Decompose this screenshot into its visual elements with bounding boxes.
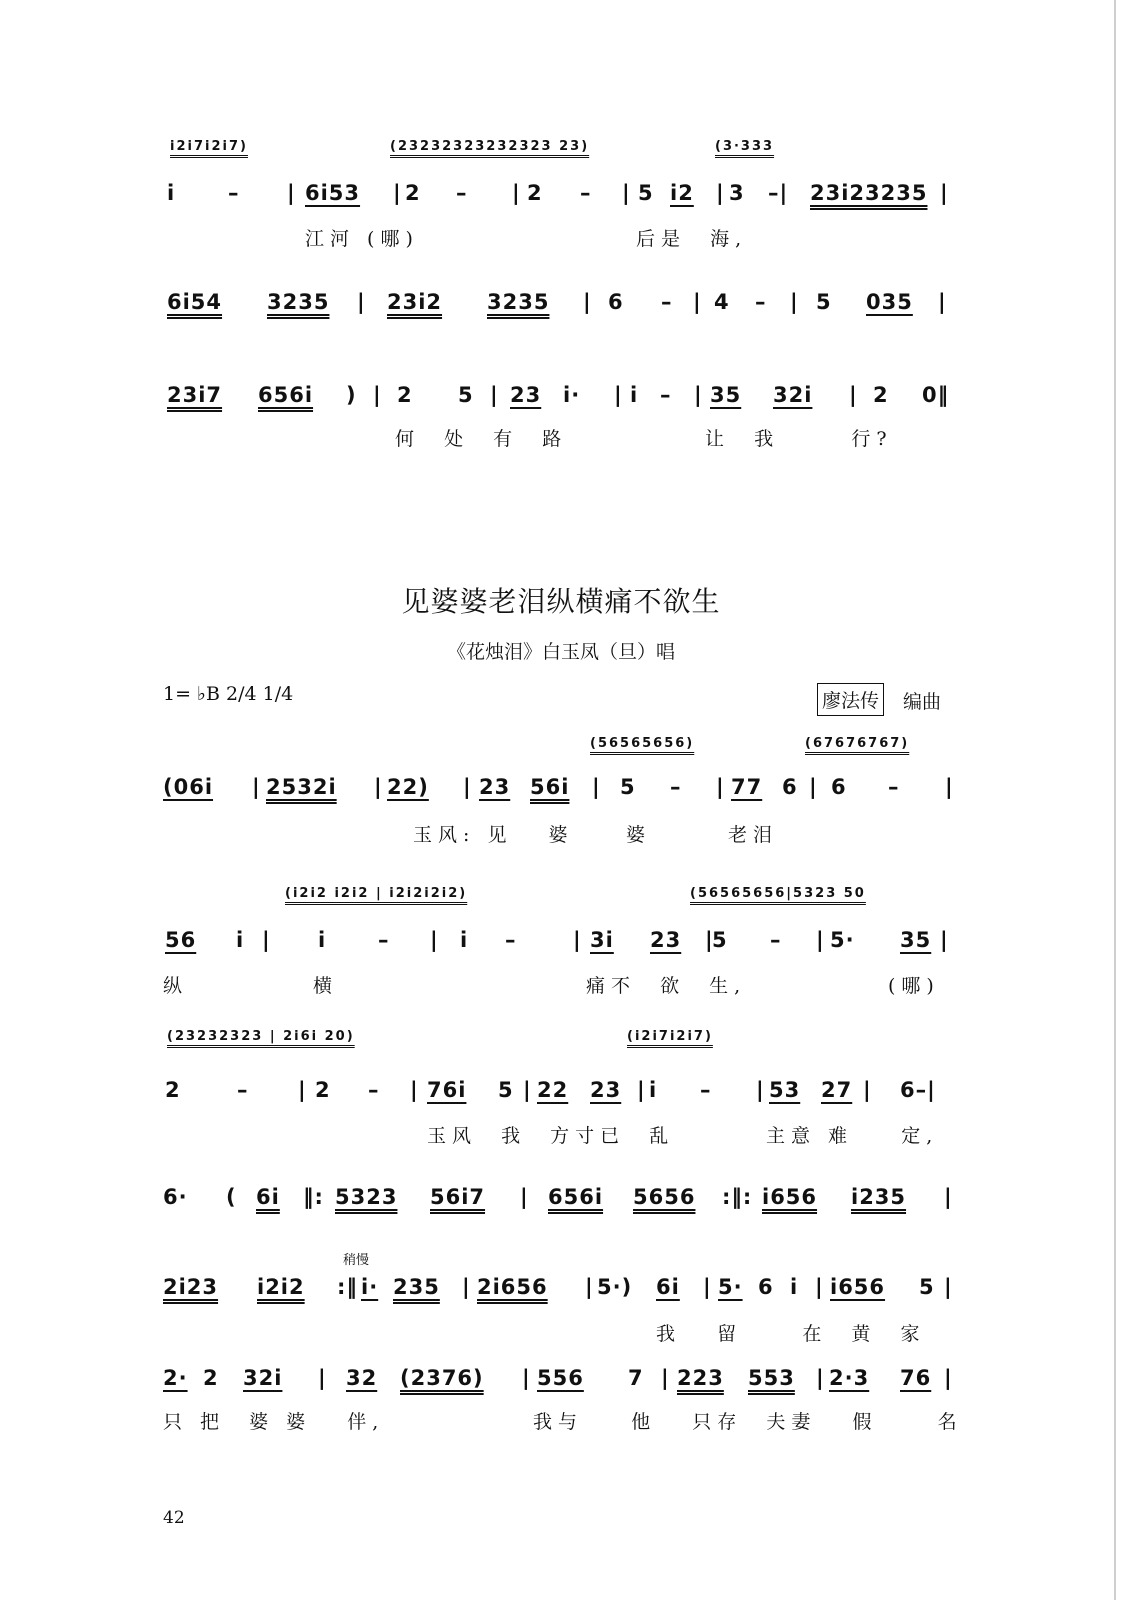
notation-group: i: [236, 928, 245, 952]
notation-group: –|: [768, 181, 789, 205]
lyric-text: (哪): [888, 975, 940, 997]
notation-group: 2: [203, 1366, 219, 1390]
notation-group: 27: [821, 1078, 853, 1102]
accompaniment-figure: (3·333: [715, 139, 775, 154]
notation-group: 6i: [656, 1275, 680, 1299]
notation-group: 53: [769, 1078, 801, 1102]
lyric-text: 婆: [626, 824, 652, 846]
notation-group: 3i: [590, 928, 614, 952]
notation-group: 035: [866, 290, 913, 314]
notation-group: |: [252, 775, 261, 799]
accompaniment-figure: (56565656): [590, 736, 695, 751]
notation-group: |: [592, 775, 601, 799]
notation-group: 32i: [243, 1366, 283, 1390]
notation-group: 23i7: [167, 383, 223, 407]
notation-group: 6i53: [305, 181, 361, 205]
accompaniment-figure: (67676767): [805, 736, 910, 751]
notation-group: –: [670, 775, 682, 799]
notation-group: 23: [590, 1078, 622, 1102]
notation-group: –: [755, 290, 767, 314]
lyric-text: 玉风 我 方寸已 乱: [427, 1125, 675, 1147]
notation-group: 556: [537, 1366, 584, 1390]
key-signature: 1= ♭B 2/4 1/4: [163, 683, 294, 705]
notation-group: |: [816, 928, 825, 952]
notation-group: 35: [710, 383, 742, 407]
notation-group: –: [661, 290, 673, 314]
notation-group: |: [614, 383, 623, 407]
notation-group: |: [944, 1275, 953, 1299]
notation-group: |: [523, 1078, 532, 1102]
lyric-text: 老泪: [728, 824, 779, 846]
song-subtitle: 《花烛泪》白玉凤（旦）唱: [446, 641, 675, 663]
notation-group: |: [863, 1078, 872, 1102]
notation-group: 22): [387, 775, 429, 799]
notation-group: 3235: [487, 290, 550, 314]
notation-group: 5: [638, 181, 654, 205]
notation-group: 0‖: [922, 383, 950, 407]
notation-group: –: [770, 928, 782, 952]
notation-group: 2·3: [829, 1366, 870, 1390]
lyric-text: 江河 (哪): [305, 228, 419, 250]
notation-group: |: [374, 775, 383, 799]
notation-group: |: [298, 1078, 307, 1102]
lyric-text: 让 我 行?: [705, 428, 893, 450]
notation-group: –: [888, 775, 900, 799]
notation-group: 6–|: [900, 1078, 936, 1102]
notation-group: 5: [498, 1078, 514, 1102]
notation-group: 3235: [267, 290, 330, 314]
notation-group: 6: [831, 775, 847, 799]
notation-group: :‖:: [722, 1185, 753, 1209]
lyric-text: 只 把 婆 婆 伴,: [163, 1411, 385, 1433]
notation-group: |: [944, 1366, 953, 1390]
notation-group: 76: [900, 1366, 932, 1390]
accompaniment-figure: (23232323232323 23): [390, 139, 590, 154]
notation-group: 5·): [597, 1275, 633, 1299]
lyric-text: 后是 海,: [636, 228, 748, 250]
notation-group: |: [756, 1078, 765, 1102]
notation-group: 235: [393, 1275, 440, 1299]
lyric-text: 纵: [163, 975, 189, 997]
notation-group: 223: [677, 1366, 724, 1390]
notation-group: 5: [712, 928, 728, 952]
lyric-text: 玉风: 见 婆: [413, 824, 574, 846]
accompaniment-figure: i2i7i2i7): [170, 139, 248, 154]
notation-group: (06i: [163, 775, 214, 799]
notation-group: i: [649, 1078, 658, 1102]
notation-group: 656i: [258, 383, 314, 407]
notation-group: |: [938, 290, 947, 314]
notation-group: |: [705, 928, 714, 952]
notation-group: 23: [650, 928, 682, 952]
notation-group: –: [580, 181, 592, 205]
notation-group: 76i: [427, 1078, 467, 1102]
notation-group: 23i2: [387, 290, 443, 314]
notation-group: i235: [851, 1185, 907, 1209]
notation-group: 5323: [335, 1185, 398, 1209]
notation-group: 23: [479, 775, 511, 799]
notation-group: ): [346, 383, 357, 407]
notation-group: 2532i: [266, 775, 337, 799]
notation-group: 6: [758, 1275, 774, 1299]
notation-group: i2: [670, 181, 694, 205]
notation-group: i: [790, 1275, 799, 1299]
notation-group: i·: [361, 1275, 379, 1299]
notation-group: |: [790, 290, 799, 314]
notation-group: |: [262, 928, 271, 952]
composer-role: 编曲: [903, 691, 942, 713]
notation-group: 23i23235: [810, 181, 928, 205]
notation-group: |: [287, 181, 296, 205]
notation-group: |: [816, 1366, 825, 1390]
lyric-text: 横: [313, 975, 339, 997]
tempo-mark: 稍慢: [343, 1253, 370, 1268]
notation-group: –: [456, 181, 468, 205]
notation-group: |: [583, 290, 592, 314]
page-edge: [1114, 0, 1116, 1600]
notation-group: 5: [919, 1275, 935, 1299]
notation-group: 4: [714, 290, 730, 314]
notation-group: –: [228, 181, 240, 205]
notation-group: i: [460, 928, 469, 952]
notation-group: |: [585, 1275, 594, 1299]
notation-group: 5: [620, 775, 636, 799]
notation-group: |: [622, 181, 631, 205]
notation-group: –: [378, 928, 390, 952]
notation-group: –: [368, 1078, 380, 1102]
notation-group: ‖:: [303, 1185, 324, 1209]
notation-group: |: [512, 181, 521, 205]
notation-group: |: [522, 1366, 531, 1390]
notation-group: 35: [900, 928, 932, 952]
notation-group: :‖: [337, 1275, 358, 1299]
notation-group: |: [463, 775, 472, 799]
notation-group: 56: [165, 928, 197, 952]
notation-group: 2i23: [163, 1275, 219, 1299]
notation-group: 6i54: [167, 290, 223, 314]
lyric-text: 主意 难 定,: [766, 1125, 939, 1147]
song-title: 见婆婆老泪纵横痛不欲生: [401, 585, 721, 618]
notation-group: |: [462, 1275, 471, 1299]
notation-group: |: [637, 1078, 646, 1102]
notation-group: |: [693, 290, 702, 314]
notation-group: –: [700, 1078, 712, 1102]
lyric-text: 我 留 在 黄 家: [656, 1323, 926, 1345]
notation-group: 23: [510, 383, 542, 407]
notation-group: 2: [873, 383, 889, 407]
notation-group: 2: [165, 1078, 181, 1102]
notation-group: |: [849, 383, 858, 407]
notation-group: i·: [563, 383, 581, 407]
notation-group: 7: [628, 1366, 644, 1390]
notation-group: i2i2: [257, 1275, 305, 1299]
notation-group: 6: [608, 290, 624, 314]
notation-group: –: [505, 928, 517, 952]
notation-group: |: [357, 290, 366, 314]
notation-group: 6i: [256, 1185, 280, 1209]
notation-group: 5: [816, 290, 832, 314]
notation-group: 2: [397, 383, 413, 407]
notation-group: 2: [527, 181, 543, 205]
notation-group: i656: [762, 1185, 818, 1209]
notation-group: |: [410, 1078, 419, 1102]
notation-group: |: [815, 1275, 824, 1299]
notation-group: |: [393, 181, 402, 205]
lyric-text: 我与 他 只存 夫妻 假 名: [533, 1411, 963, 1433]
notation-group: 22: [537, 1078, 569, 1102]
notation-group: 5·: [718, 1275, 743, 1299]
notation-group: 5: [458, 383, 474, 407]
notation-group: 32i: [773, 383, 813, 407]
notation-group: 2·: [163, 1366, 188, 1390]
notation-group: |: [520, 1185, 529, 1209]
notation-group: 56i7: [430, 1185, 486, 1209]
notation-group: |: [430, 928, 439, 952]
notation-group: |: [716, 181, 725, 205]
lyric-text: 痛不 欲 生,: [586, 975, 747, 997]
notation-group: |: [809, 775, 818, 799]
notation-group: 5656: [633, 1185, 696, 1209]
notation-group: 2: [315, 1078, 331, 1102]
notation-group: |: [703, 1275, 712, 1299]
lyric-text: 何 处 有 路: [395, 428, 568, 450]
notation-group: 77: [731, 775, 763, 799]
notation-group: 553: [748, 1366, 795, 1390]
notation-group: (2376): [400, 1366, 484, 1390]
notation-group: 2i656: [477, 1275, 548, 1299]
notation-group: (: [226, 1185, 237, 1209]
notation-group: |: [940, 181, 949, 205]
notation-group: i: [167, 181, 176, 205]
accompaniment-figure: (23232323 | 2i6i 20): [167, 1029, 355, 1044]
notation-group: |: [573, 928, 582, 952]
notation-group: 656i: [548, 1185, 604, 1209]
page-number: 42: [163, 1508, 185, 1528]
notation-group: –: [237, 1078, 249, 1102]
notation-group: |: [940, 928, 949, 952]
notation-group: |: [944, 1185, 953, 1209]
notation-group: i656: [830, 1275, 886, 1299]
notation-group: |: [318, 1366, 327, 1390]
notation-group: 2: [405, 181, 421, 205]
notation-group: |: [945, 775, 954, 799]
notation-group: 5·: [830, 928, 855, 952]
accompaniment-figure: (56565656|5323 50: [690, 886, 866, 901]
notation-group: i: [630, 383, 639, 407]
notation-group: 3: [729, 181, 745, 205]
notation-group: 32: [346, 1366, 378, 1390]
notation-group: |: [694, 383, 703, 407]
notation-group: |: [661, 1366, 670, 1390]
composer-name: 廖法传: [817, 683, 884, 716]
notation-group: |: [716, 775, 725, 799]
notation-group: |: [373, 383, 382, 407]
accompaniment-figure: (i2i7i2i7): [627, 1029, 713, 1044]
notation-group: |: [490, 383, 499, 407]
notation-group: 6: [782, 775, 798, 799]
notation-group: 56i: [530, 775, 570, 799]
accompaniment-figure: (i2i2 i2i2 | i2i2i2i2): [285, 886, 468, 901]
notation-group: 6·: [163, 1185, 188, 1209]
notation-group: –: [660, 383, 672, 407]
notation-group: i: [318, 928, 327, 952]
